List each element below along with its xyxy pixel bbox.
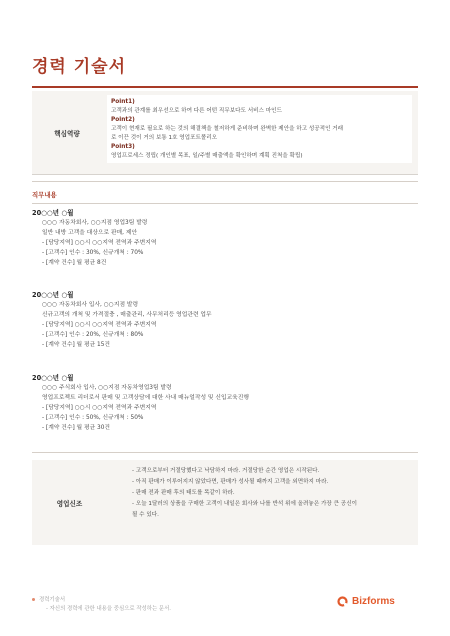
job-line: ○○○ 주식회사 입사, ○○지점 자동차영업3팀 발령 <box>42 385 172 391</box>
footer-title: 경력기술서 <box>39 597 66 603</box>
core-line: 고객과의 관계를 최우선으로 하여 다른 어떤 직무보다도 서비스 마인드 <box>111 108 282 114</box>
core-line: Point3) <box>111 144 135 150</box>
brand-name: Bizforms <box>352 596 395 607</box>
job-period: 20○○년 ○월 <box>32 374 74 382</box>
core-line: 영업프로세스 정립( 개인별 목표, 일/주별 매출액을 확인하며 계획 진척을 확립) <box>111 153 303 159</box>
core-line: Point1) <box>111 99 135 105</box>
core-line: Point2) <box>111 117 135 123</box>
job-line: - [계약 건수] 월 평균 30건 <box>42 425 111 431</box>
job-line: - [담당지역] ○○시 ○○지역 전역과 주변지역 <box>42 322 157 328</box>
bizforms-logo-icon <box>337 596 348 607</box>
job-line: - [계약 건수] 월 평균 8건 <box>42 260 107 266</box>
core-competency-body <box>107 95 412 163</box>
job-line: ○○○ 자동차회사, ○○지점 영업3팀 발령 <box>42 220 148 226</box>
job-line: 일반 내방 고객을 대상으로 판매, 제안 <box>42 230 138 236</box>
sales-line: - 고객으로부터 거절당했다고 낙담하지 마라. 거절당한 순간 영업은 시작된다. <box>132 468 320 474</box>
section-divider <box>32 203 418 204</box>
job-period: 20○○년 ○월 <box>32 209 74 217</box>
brand-logo <box>337 596 395 607</box>
sales-creed-label: 영업신조 <box>56 499 83 508</box>
footer-note <box>32 596 171 614</box>
sales-creed-section <box>32 460 418 545</box>
bullet-icon <box>32 598 35 601</box>
core-competency-section <box>32 91 418 175</box>
section-divider <box>32 181 418 182</box>
job-line: - [고객수] 인수 : 20%, 신규개척 : 80% <box>42 332 144 338</box>
sales-creed-body <box>132 466 412 521</box>
job-line: ○○○ 자동차회사 입사, ○○지점 발령 <box>42 302 139 308</box>
section-divider <box>32 452 418 453</box>
job-line: - [담당지역] ○○시 ○○지역 전역과 주변지역 <box>42 240 157 246</box>
job-entry <box>32 373 418 433</box>
sales-line: - 오늘 1달러의 상품을 구매한 고객이 내일은 회사와 나를 반석 위에 올려놓은 가장 큰 공신이 <box>132 501 358 507</box>
job-line: - [고객수] 인수 : 30%, 신규개척 : 70% <box>42 250 144 256</box>
job-line: 신규고객의 개척 및 가격절충 , 매출관리, 사무처리등 영업관련 업무 <box>42 312 212 318</box>
job-line: - [담당지역] ○○시 ○○지역 전역과 주변지역 <box>42 405 157 411</box>
core-line: 고객이 현재로 필요로 하는 것의 해결책을 철저하게 준비하며 완벽한 제안을 하고 성공적인 거래 <box>111 126 344 132</box>
duties-label: 직무내용 <box>32 191 57 199</box>
sales-line: - 아직 판매가 이루어지지 않았다면, 판매가 성사될 때까지 고객을 외면하지 마라. <box>132 479 329 485</box>
job-line: 영업프로젝트 리더로서 판매 및 고객상담에 대한 사내 매뉴얼작성 및 신입교육진행 <box>42 395 249 401</box>
job-line: - [고객수] 인수 : 50%, 신규개척 : 50% <box>42 415 144 421</box>
job-entry <box>32 208 418 268</box>
sales-line: 될 수 있다. <box>132 512 159 518</box>
sales-line: - 판매 전과 판매 후의 태도를 똑같이 하라. <box>132 490 235 496</box>
page-title: 경력 기술서 <box>32 57 127 77</box>
core-competency-label: 핵심역량 <box>54 129 80 138</box>
job-line: - [계약 건수] 월 평균 15건 <box>42 342 111 348</box>
core-line: 로 이끈 것이 거의 보통 1호 영업포트폴리오 <box>111 135 218 141</box>
job-period: 20○○년 ○월 <box>32 291 74 299</box>
footer-description: - 자신의 경력에 관한 내용을 중심으로 작성하는 문서. <box>46 606 172 612</box>
title-divider <box>32 86 418 88</box>
job-entry <box>32 290 418 350</box>
